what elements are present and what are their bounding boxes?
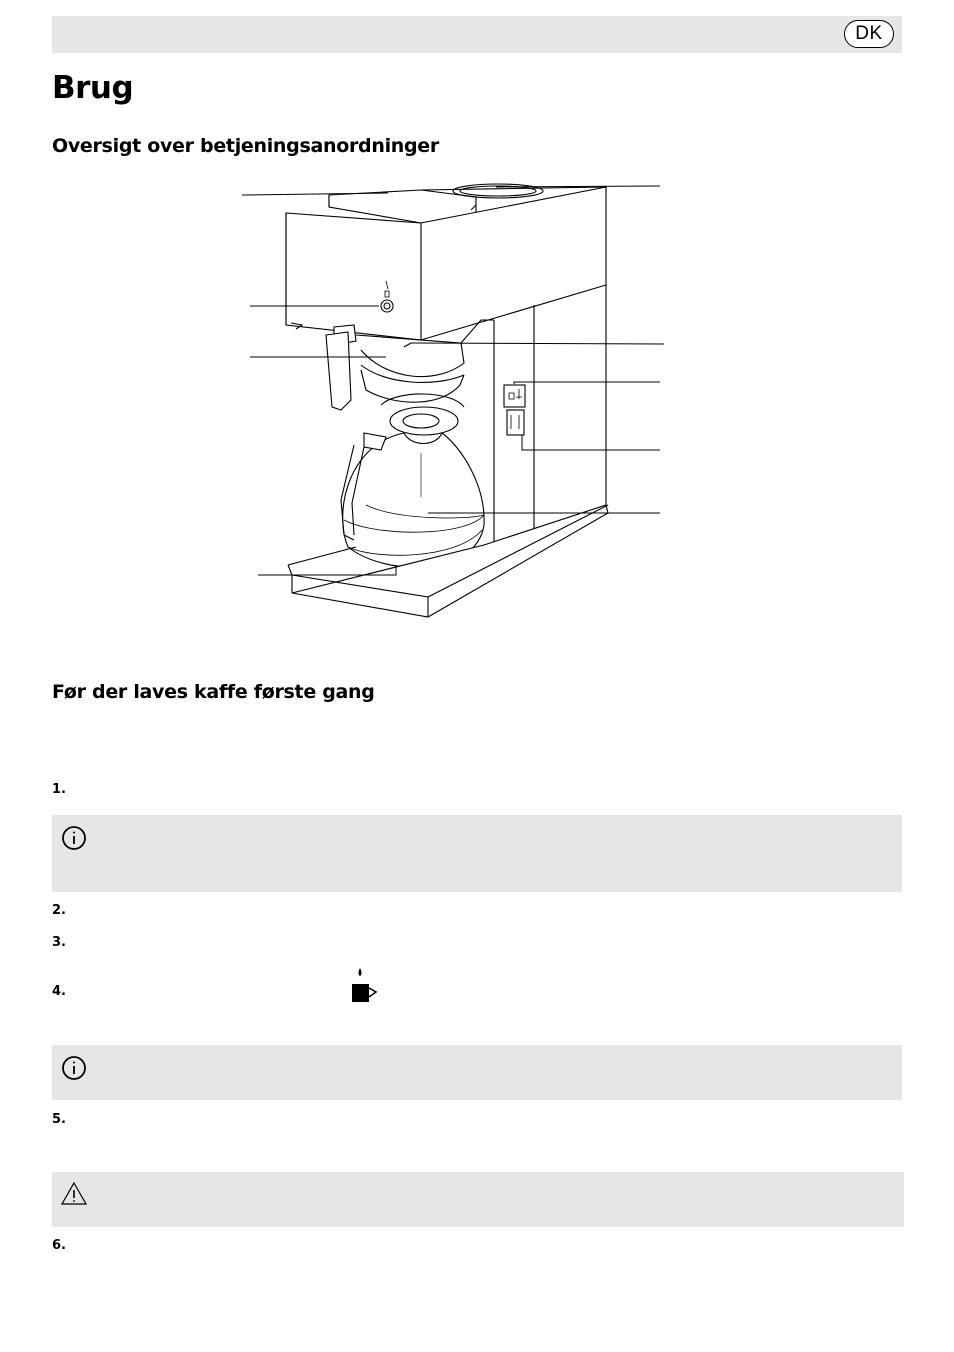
info-note-2	[52, 1045, 902, 1100]
warning-icon	[61, 1181, 87, 1207]
header-bar	[52, 16, 902, 53]
coffee-machine-illustration	[236, 175, 676, 645]
section-heading-before-first-use: Før der laves kaffe første gang	[52, 681, 375, 703]
step-number-6: 6.	[52, 1238, 66, 1253]
step-number-4: 4.	[52, 984, 66, 999]
info-icon	[61, 825, 87, 851]
language-badge: DK	[844, 20, 894, 48]
warning-note	[52, 1172, 904, 1227]
info-note-1	[52, 815, 902, 892]
step-number-1: 1.	[52, 782, 66, 797]
info-icon	[61, 1055, 87, 1081]
step-number-3: 3.	[52, 935, 66, 950]
step-number-2: 2.	[52, 903, 66, 918]
coffee-cup-icon	[350, 966, 380, 1004]
step-number-5: 5.	[52, 1112, 66, 1127]
section-heading-controls-overview: Oversigt over betjeningsanordninger	[52, 135, 439, 157]
page-title: Brug	[52, 70, 134, 106]
